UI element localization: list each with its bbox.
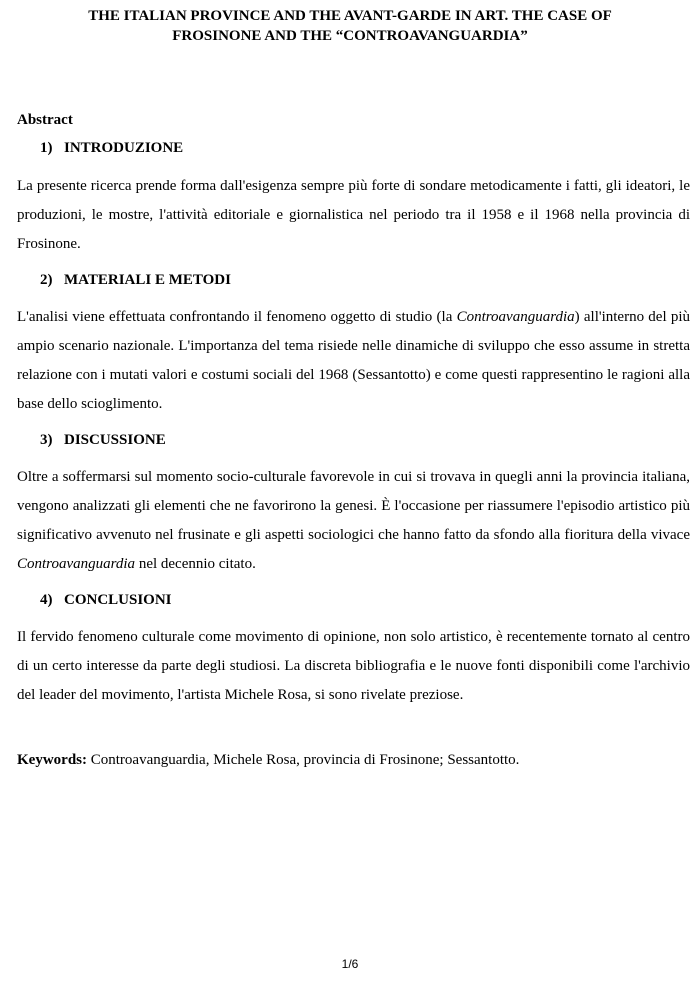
- paper-title-line-1: THE ITALIAN PROVINCE AND THE AVANT-GARDE IN ART. THE CASE OF: [88, 8, 612, 24]
- section-body-materiali-e-metodi: [17, 303, 690, 419]
- body-text: ) all'interno del più ampio scenario nazionale. L'importanza del tema risiede nelle dinamiche di sviluppo che esso assume in stretta relazione con i mutati valori e costumi sociali del 1968 (Sessantotto) e come questi rappresentino le ragioni alla base dello scioglimento.: [17, 309, 691, 412]
- keywords-line: [17, 750, 690, 770]
- section-body-introduzione: La presente ricerca prende forma dall'esigenza sempre più forte di sondare metodicamente i fatti, gli ideatori, le produzioni, le mostre, l'attività editoriale e giornalistica nel periodo tra il 1958 e il 1968 nella provincia di Frosinone.: [17, 178, 690, 252]
- section-heading-introduzione: [40, 138, 183, 158]
- section-title: MATERIALI E METODI: [64, 272, 231, 288]
- page-number: 1/6: [341, 957, 359, 971]
- paper-title-line-2: FROSINONE AND THE “CONTROAVANGUARDIA”: [172, 28, 528, 44]
- italic-term: Controavanguardia: [17, 556, 136, 572]
- section-heading-materiali-e-metodi: [40, 270, 231, 290]
- abstract-label: Abstract: [17, 112, 73, 128]
- section-heading-discussione: [40, 430, 166, 450]
- section-title: CONCLUSIONI: [64, 592, 172, 608]
- section-title: DISCUSSIONE: [64, 432, 166, 448]
- body-text: L'analisi viene effettuata confrontando il fenomeno oggetto di studio (la: [17, 309, 457, 325]
- section-title: INTRODUZIONE: [64, 140, 184, 156]
- keywords-label: Keywords:: [17, 752, 87, 768]
- section-number: 1): [40, 140, 53, 156]
- italic-term: Controavanguardia: [456, 309, 575, 325]
- section-body-discussione: [17, 463, 690, 579]
- section-number: 2): [40, 272, 53, 288]
- paper-title: [30, 6, 670, 46]
- body-text: nel decennio citato.: [135, 556, 256, 572]
- section-number: 3): [40, 432, 53, 448]
- keywords-text: Controavanguardia, Michele Rosa, provincia di Frosinone; Sessantotto.: [87, 752, 520, 768]
- section-heading-conclusioni: [40, 590, 172, 610]
- section-number: 4): [40, 592, 53, 608]
- body-text: Oltre a soffermarsi sul momento socio-culturale favorevole in cui si trovava in quegli anni la provincia italiana, vengono analizzati gli elementi che ne favorirono la genesi. È l'occasione per riassumere l'episodio artistico più significativo avvenuto nel frusinate e gli aspetti sociologici che hanno fatto da sfondo alla fioritura della vivace: [17, 469, 690, 543]
- section-body-conclusioni: Il fervido fenomeno culturale come movimento di opinione, non solo artistico, è recentemente tornato al centro di un certo interesse da parte degli studiosi. La discreta bibliografia e le nuove fonti disponibili come l'archivio del leader del movimento, l'artista Michele Rosa, si sono rivelate preziose.: [17, 629, 690, 703]
